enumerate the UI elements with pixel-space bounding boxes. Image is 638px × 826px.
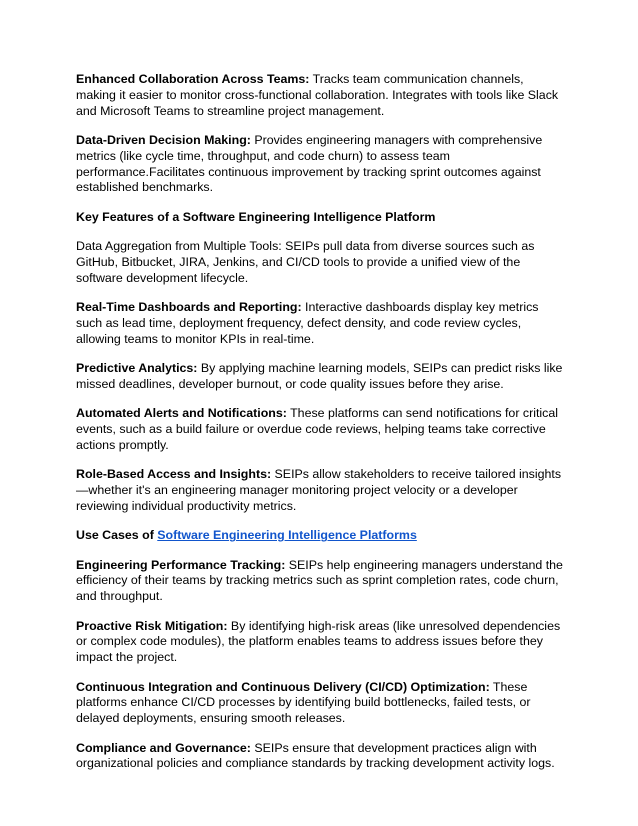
paragraph-body: By identifying high-risk areas (like unresolved dependencies or complex code modules), the platform enables teams to address issues before they impact the project. — [76, 618, 561, 665]
paragraph-risk-mitigation — [76, 619, 566, 666]
paragraph-cicd-optimization — [76, 680, 566, 727]
paragraph-body: By applying machine learning models, SEIPs can predict risks like missed deadlines, developer burnout, or code quality issues before they arise. — [76, 361, 563, 391]
paragraph-compliance — [76, 741, 566, 773]
paragraph-lead: Continuous Integration and Continuous Delivery (CI/CD) Optimization: — [76, 679, 490, 694]
section-heading-key-features: Key Features of a Software Engineering Intelligence Platform — [76, 209, 436, 224]
paragraph-body: Tracks team communication channels, making it easier to monitor cross-functional collaboration. Integrates with tools like Slack and Microsoft Teams to streamline project management. — [76, 72, 559, 118]
paragraph-body: Data Aggregation from Multiple Tools: SEIPs pull data from diverse sources such as GitHub, Bitbucket, JIRA, Jenkins, and CI/CD tools to provide a unified view of the software development lifecycle. — [76, 239, 535, 285]
paragraph-data-driven — [76, 133, 566, 196]
paragraph-body: These platforms enhance CI/CD processes by identifying build bottlenecks, failed tests, or delayed deployments, ensuring smooth releases. — [76, 679, 531, 726]
paragraph-body: Provides engineering managers with comprehensive metrics (like cycle time, throughput, and code churn) to assess team performance.Facilitates continuous improvement by tracking sprint outcomes against established benchmarks. — [76, 132, 543, 195]
paragraph-body: SEIPs help engineering managers understand the efficiency of their teams by tracking metrics such as sprint completion rates, code churn, and throughput. — [76, 557, 563, 604]
paragraph-lead: Compliance and Governance: — [76, 740, 251, 755]
paragraph-lead: Role-Based Access and Insights: — [76, 467, 272, 482]
paragraph-lead: Data-Driven Decision Making: — [76, 132, 251, 147]
section-heading-use-cases — [76, 528, 566, 544]
paragraph-performance-tracking — [76, 558, 566, 605]
paragraph-body: SEIPs allow stakeholders to receive tailored insights—whether it's an engineering manager monitoring project velocity or a developer reviewing individual productivity metrics. — [76, 467, 562, 513]
paragraph-body: These platforms can send notifications for critical events, such as a build failure or overdue code reviews, helping teams take corrective actions promptly. — [76, 406, 559, 452]
heading-text: Use Cases of — [76, 528, 158, 543]
paragraph-predictive-analytics — [76, 361, 566, 393]
paragraph-lead: Real-Time Dashboards and Reporting: — [76, 300, 302, 315]
seip-link[interactable]: Software Engineering Intelligence Platforms — [157, 528, 417, 543]
paragraph-lead: Engineering Performance Tracking: — [76, 557, 286, 572]
paragraph-lead: Predictive Analytics: — [76, 361, 198, 376]
paragraph-lead: Automated Alerts and Notifications: — [76, 406, 287, 421]
paragraph-body: SEIPs ensure that development practices align with organizational policies and compliance standards by tracking development activity logs. — [76, 740, 555, 771]
paragraph-automated-alerts — [76, 406, 566, 453]
paragraph-enhanced-collaboration — [76, 72, 566, 119]
paragraph-body: Interactive dashboards display key metrics such as lead time, deployment frequency, defect density, and code review cycles, allowing teams to monitor KPIs in real-time. — [76, 300, 539, 346]
paragraph-real-time-dashboards — [76, 300, 566, 347]
paragraph-role-based-access — [76, 467, 566, 514]
paragraph-lead: Enhanced Collaboration Across Teams: — [76, 72, 310, 86]
paragraph-lead: Proactive Risk Mitigation: — [76, 618, 228, 633]
document-page — [76, 72, 566, 786]
paragraph-data-aggregation — [76, 239, 566, 286]
